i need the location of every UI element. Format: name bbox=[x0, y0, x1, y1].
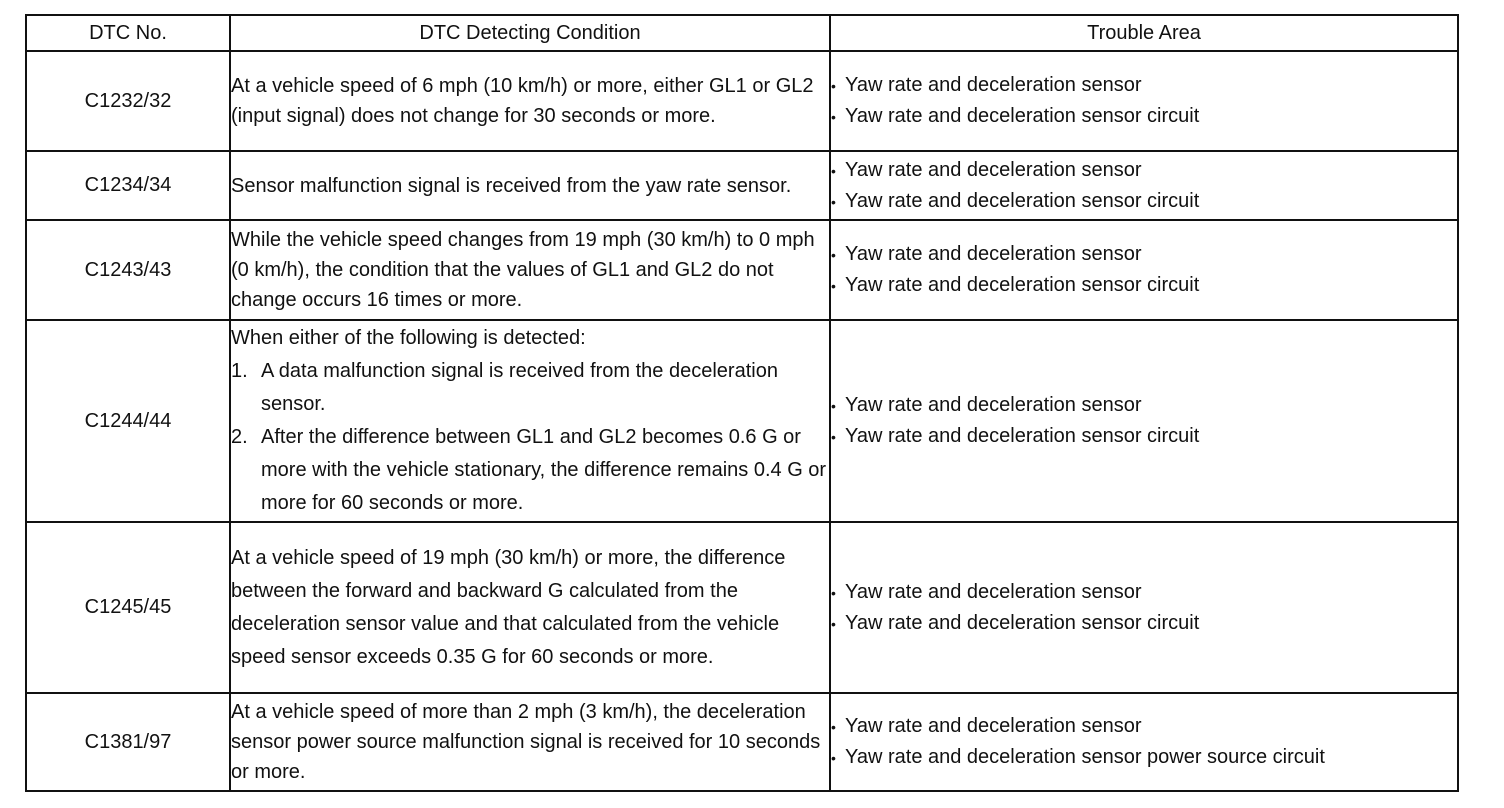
list-number: 2. bbox=[231, 426, 248, 448]
condition-list-item bbox=[231, 355, 829, 421]
table-header-row bbox=[26, 15, 1458, 51]
dtc-table bbox=[25, 14, 1459, 792]
bullet-icon: • bbox=[831, 78, 836, 94]
trouble-area-item: • Yaw rate and deceleration sensor circuit bbox=[831, 608, 1457, 639]
detecting-condition: At a vehicle speed of 19 mph (30 km/h) or more, the difference between the forward and backward G calculated from the deceleration sensor value and that calculated from the vehicle speed sensor exceeds 0.35 G for 60 seconds or more. bbox=[230, 522, 830, 693]
table-row bbox=[26, 320, 1458, 522]
dtc-code: C1243/43 bbox=[26, 220, 230, 320]
table-row bbox=[26, 51, 1458, 151]
trouble-area bbox=[830, 693, 1458, 791]
trouble-area bbox=[830, 522, 1458, 693]
detecting-condition: At a vehicle speed of 6 mph (10 km/h) or more, either GL1 or GL2 (input signal) does not change for 30 seconds or more. bbox=[230, 51, 830, 151]
list-text: After the difference between GL1 and GL2 becomes 0.6 G or more with the vehicle stationary, the difference remains 0.4 G or more for 60 seconds or more. bbox=[261, 426, 827, 514]
trouble-area bbox=[830, 151, 1458, 220]
detecting-condition: Sensor malfunction signal is received from the yaw rate sensor. bbox=[230, 151, 830, 220]
trouble-area-item: • Yaw rate and deceleration sensor bbox=[831, 70, 1457, 101]
header-condition: DTC Detecting Condition bbox=[230, 15, 830, 51]
bullet-icon: • bbox=[831, 615, 836, 632]
bullet-icon: • bbox=[831, 247, 836, 263]
dtc-code: C1232/32 bbox=[26, 51, 230, 151]
trouble-area-item: • Yaw rate and deceleration sensor bbox=[831, 577, 1457, 608]
dtc-code: C1244/44 bbox=[26, 320, 230, 522]
trouble-area-item: • Yaw rate and deceleration sensor bbox=[831, 239, 1457, 270]
trouble-area bbox=[830, 320, 1458, 522]
list-number: 1. bbox=[231, 360, 248, 382]
bullet-icon: • bbox=[831, 429, 836, 445]
table-row bbox=[26, 522, 1458, 693]
trouble-area-item: • Yaw rate and deceleration sensor circuit bbox=[831, 421, 1457, 452]
table-row bbox=[26, 693, 1458, 791]
trouble-area bbox=[830, 220, 1458, 320]
trouble-area bbox=[830, 51, 1458, 151]
bullet-icon: • bbox=[831, 398, 836, 414]
bullet-icon: • bbox=[831, 278, 836, 294]
condition-intro: When either of the following is detected: bbox=[231, 327, 586, 349]
trouble-area-item: • Yaw rate and deceleration sensor bbox=[831, 390, 1457, 421]
dtc-code: C1234/34 bbox=[26, 151, 230, 220]
dtc-code: C1245/45 bbox=[26, 522, 230, 693]
bullet-icon: • bbox=[831, 584, 836, 601]
detecting-condition bbox=[230, 320, 830, 522]
bullet-icon: • bbox=[831, 750, 836, 766]
trouble-area-item: • Yaw rate and deceleration sensor bbox=[831, 155, 1457, 186]
trouble-area-item: • Yaw rate and deceleration sensor power source circuit bbox=[831, 742, 1457, 773]
header-dtc-no: DTC No. bbox=[26, 15, 230, 51]
table-row bbox=[26, 151, 1458, 220]
bullet-icon: • bbox=[831, 109, 836, 125]
table-row bbox=[26, 220, 1458, 320]
dtc-code: C1381/97 bbox=[26, 693, 230, 791]
trouble-area-item: • Yaw rate and deceleration sensor circuit bbox=[831, 101, 1457, 132]
trouble-area-item: • Yaw rate and deceleration sensor circuit bbox=[831, 270, 1457, 301]
bullet-icon: • bbox=[831, 193, 836, 210]
condition-list-item bbox=[231, 421, 829, 520]
detecting-condition: While the vehicle speed changes from 19 mph (30 km/h) to 0 mph (0 km/h), the condition that the values of GL1 and GL2 do not change occurs 16 times or more. bbox=[230, 220, 830, 320]
bullet-icon: • bbox=[831, 162, 836, 179]
list-text: A data malfunction signal is received from the deceleration sensor. bbox=[261, 360, 778, 415]
header-trouble-area: Trouble Area bbox=[830, 15, 1458, 51]
bullet-icon: • bbox=[831, 719, 836, 735]
detecting-condition: At a vehicle speed of more than 2 mph (3 km/h), the deceleration sensor power source malfunction signal is received for 10 seconds or more. bbox=[230, 693, 830, 791]
trouble-area-item: • Yaw rate and deceleration sensor circuit bbox=[831, 186, 1457, 217]
trouble-area-item: • Yaw rate and deceleration sensor bbox=[831, 711, 1457, 742]
